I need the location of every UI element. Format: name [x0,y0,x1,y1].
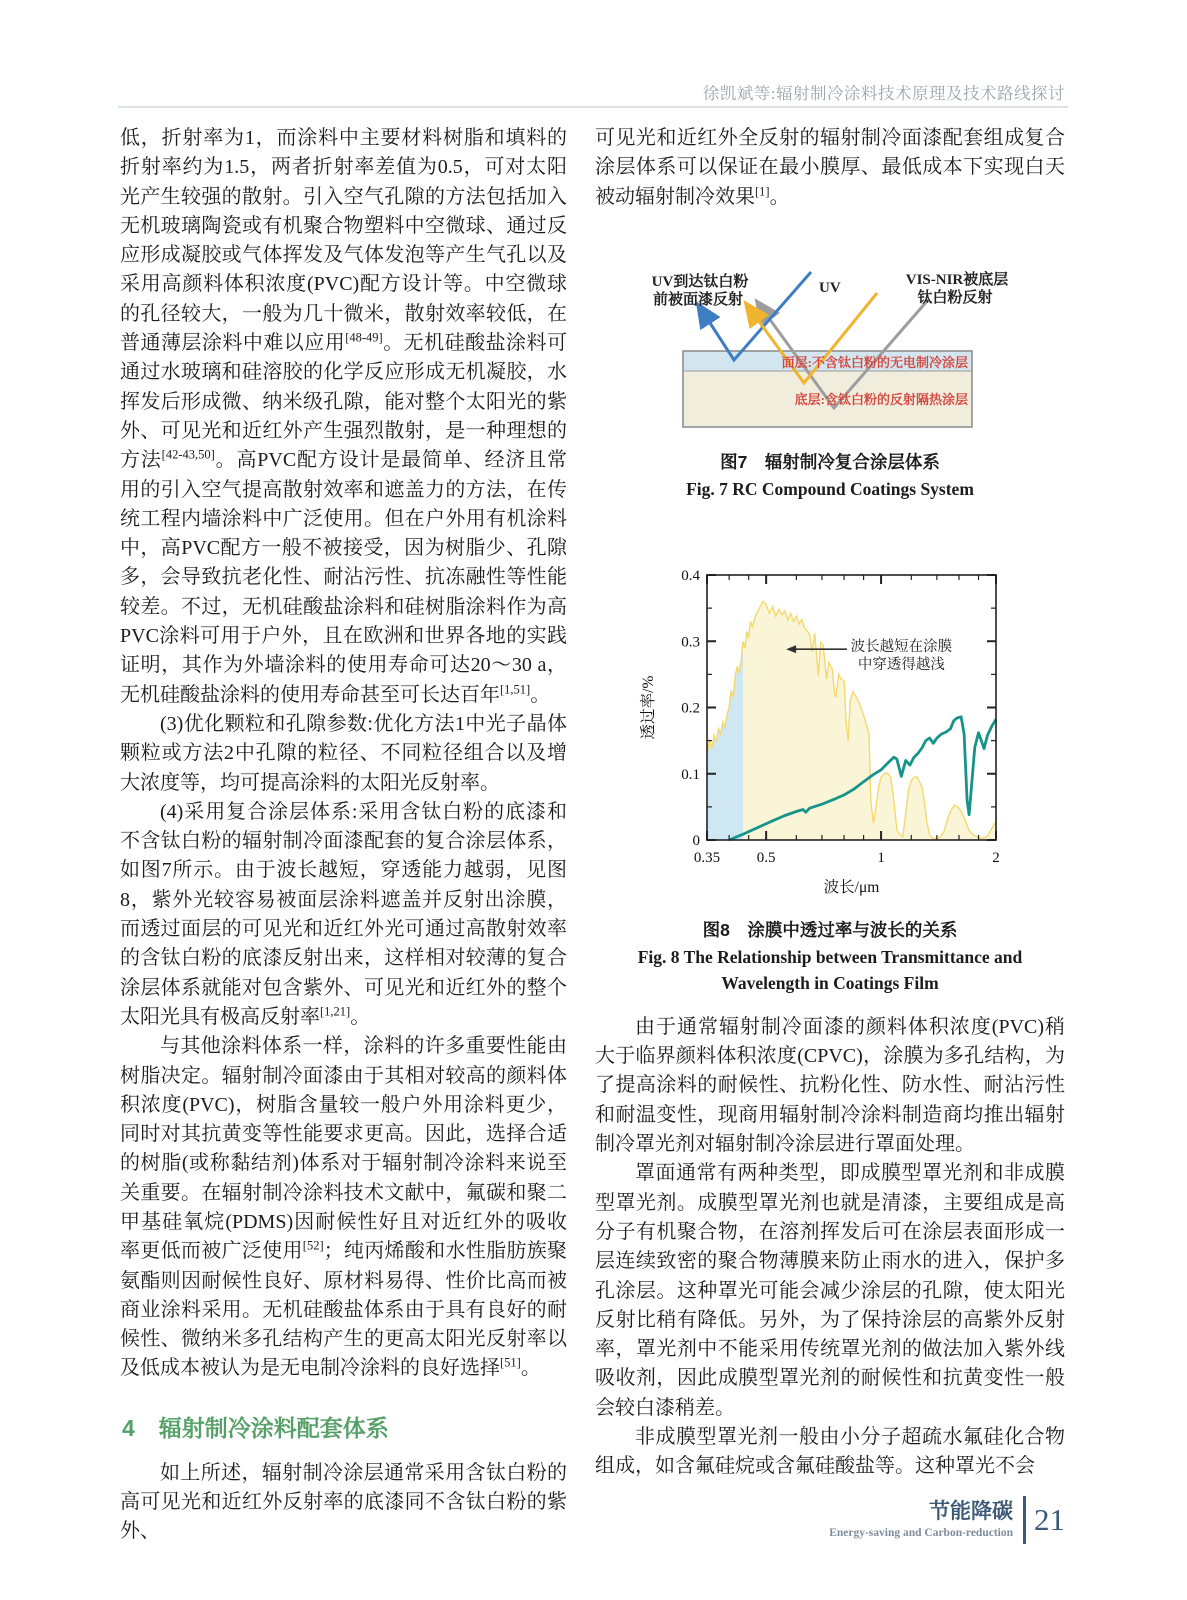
figure7-caption-en: Fig. 7 RC Compound Coatings System [686,478,974,499]
running-head [120,80,1065,104]
left-paragraphs-after-heading [120,1459,567,1547]
citation-ref: [51] [500,1355,521,1370]
running-title: 徐凯斌等:辐射制冷涂料技术原理及技术路线探讨 [702,84,1065,103]
figure8-caption-en-line2: Wavelength in Coatings Film [721,972,939,993]
y-tick-label: 0.3 [681,634,700,651]
x-tick-label: 0.5 [756,849,776,866]
section-number: 4 [122,1414,135,1441]
annotation-text-line: 波长越短在涂膜 [850,639,953,656]
figure-7 [595,240,1065,501]
right-annotation-line2: 钛白粉反射 [917,289,993,306]
annotation-text-line: 中穿透得越浅 [857,656,945,673]
x-tick-label: 0.35 [693,849,721,866]
bottom-layer-label: 底层:含钛白粉的反射隔热涂层 [794,391,968,407]
top-layer-label: 面层:不含钛白粉的无电制冷涂层 [781,354,968,370]
header-divider [118,106,1068,108]
paragraph: 低，折射率为1，而涂料中主要材料树脂和填料的折射率约为1.5，两者折射率差值为0.5，可对太阳光产生较强的散射。引入空气孔隙的方法包括加入无机玻璃陶瓷或有机聚合物塑料中空微球、通过反应形成凝胶或气体挥发及气体发泡等产生气孔以及采用高颜料体积浓度(PVC)配方设计等。中空微球的孔径较大，一般为几十微米，散射效率较低，在普通薄层涂料中难以应用[48-49]。无机硅酸盐涂料可通过水玻璃和硅溶胶的化学反应形成无机凝胶，水挥发后形成微、纳米级孔隙，能对整个太阳光的紫外、可见光和近红外产生强烈散射，是一种理想的方法[42-43,50]。高PVC配方设计是最简单、经济且常用的引入空气提高散射效率和遮盖力的方法，在传统工程内墙涂料中广泛使用。但在户外用有机涂料中，高PVC配方一般不被接受，因为树脂少、孔隙多，会导致抗老化性、耐沾污性、抗冻融性等性能较差。不过，无机硅酸盐涂料和硅树脂涂料作为高PVC涂料可用于户外，且在欧洲和世界各地的实践证明，其作为外墙涂料的使用寿命可达20～30 a，无机硅酸盐涂料的使用寿命甚至可长达百年[1,51]。 [120,127,568,706]
left-paragraphs [120,124,567,1384]
y-tick-label: 0.1 [681,766,700,783]
x-axis-title: 波长/μm [823,878,880,896]
figure8-caption-cn: 图8 涂膜中透过率与波长的关系 [702,919,958,940]
right-paragraphs-bottom [595,1013,1065,1482]
right-annotation-line1: VIS-NIR被底层 [905,271,1009,288]
uv-label: UV [819,279,841,296]
citation-ref: [42-43,50] [161,447,215,462]
page-footer [829,1496,1065,1544]
y-tick-label: 0 [692,832,700,849]
figure-8 [595,525,1065,995]
right-paragraphs-top [595,124,1065,212]
citation-ref: [52] [302,1238,324,1253]
citation-ref: [1,21] [320,1004,351,1019]
paragraph: 如上所述，辐射制冷涂层通常采用含钛白粉的高可见光和近红外反射率的底漆同不含钛白粉的紫外、 [120,1461,567,1543]
left-annotation-line2: 前被面漆反射 [652,291,744,308]
footer-divider [1023,1496,1026,1544]
journal-name-en: Energy-saving and Carbon-reduction [829,1526,1013,1539]
journal-name-block [829,1500,1013,1541]
left-column [120,124,567,1547]
paragraph: (4)采用复合涂层体系:采用含钛白粉的底漆和不含钛白粉的辐射制冷面漆配套的复合涂层体系，如图7所示。由于波长越短，穿透能力越弱，见图8，紫外光较容易被面层涂料遮盖并反射出涂膜，而透过面层的可见光和近红外光可通过高散射效率的含钛白粉的底漆反射出来，这样相对较薄的复合涂层体系就能对包含紫外、可见光和近红外的整个太阳光具有极高反射率[1,21]。 [120,800,567,1028]
left-annotation-line1: UV到达钛白粉 [651,273,749,290]
y-tick-label: 0.4 [681,567,700,584]
paragraph: 非成膜型罩光剂一般由小分子超疏水氟硅化合物组成，如含氟硅烷或含氟硅酸盐等。这种罩光不会 [595,1426,1065,1478]
paragraph: (3)优化颗粒和孔隙参数:优化方法1中光子晶体颗粒或方法2中孔隙的粒径、不同粒径组合以及增大浓度等，均可提高涂料的太阳光反射率。 [120,712,567,794]
y-tick-label: 0.2 [681,700,700,717]
y-axis-title: 透过率/% [640,675,657,740]
transmittance-chart [595,525,1065,900]
figure8-caption-en-line1: Fig. 8 The Relationship between Transmittance and [637,946,1023,967]
section-heading [122,1410,567,1443]
journal-name-cn: 节能降碳 [929,1499,1013,1523]
section-title: 辐射制冷涂料配套体系 [158,1414,389,1441]
paragraph: 与其他涂料体系一样，涂料的许多重要性能由树脂决定。辐射制冷面漆由于其相对较高的颜料体积浓度(PVC)，树脂含量较一般户外用涂料更少，同时对其抗黄变等性能要求更高。因此，选择合适的树脂(或称黏结剂)体系对于辐射制冷涂料来说至关重要。在辐射制冷涂料技术文献中，氟碳和聚二甲基硅氧烷(PDMS)因耐候性好且对近红外的吸收率更低而被广泛使用[52]；纯丙烯酸和水性脂肪族聚氨酯则因耐候性良好、原材料易得、性价比高而被商业涂料采用。无机硅酸盐体系由于具有良好的耐候性、微纳米多孔结构产生的更高太阳光反射率以及低成本被认为是无电制冷涂料的良好选择[51]。 [120,1035,568,1380]
citation-ref: [1] [755,183,770,198]
paragraph: 由于通常辐射制冷面漆的颜料体积浓度(PVC)稍大于临界颜料体积浓度(CPVC)，涂膜为多孔结构，为了提高涂料的耐候性、抗粉化性、防水性、耐沾污性和耐温变性，现商用辐射制冷涂料制造商均推出辐射制冷罩光剂对辐射制冷涂层进行罩面处理。 [595,1015,1065,1156]
x-tick-label: 1 [877,849,885,866]
x-tick-label: 2 [992,849,1000,866]
figure7-caption-cn: 图7 辐射制冷复合涂层体系 [720,451,940,472]
right-column [595,124,1065,1482]
paragraph: 罩面通常有两种类型，即成膜型罩光剂和非成膜型罩光剂。成膜型罩光剂也就是清漆，主要组成是高分子有机聚合物，在溶剂挥发后可在涂层表面形成一层连续致密的聚合物薄膜来防止雨水的进入，保护多孔涂层。这种罩光可能会减少涂层的孔隙，使太阳光反射比稍有降低。另外，为了保持涂层的高紫外反射率，罩光剂中不能采用传统罩光剂的做法加入紫外线吸收剂，因此成膜型罩光剂的耐候性和抗黄变性一般会较白漆稍差。 [595,1162,1065,1419]
citation-ref: [1,51] [500,681,531,696]
coating-system-diagram [595,240,1065,432]
citation-ref: [48-49] [345,330,383,345]
page-number: 21 [1034,1502,1065,1537]
paragraph: 可见光和近红外全反射的辐射制冷面漆配套组成复合涂层体系可以保证在最小膜厚、最低成本下实现白天被动辐射制冷效果[1]。 [595,127,1065,208]
